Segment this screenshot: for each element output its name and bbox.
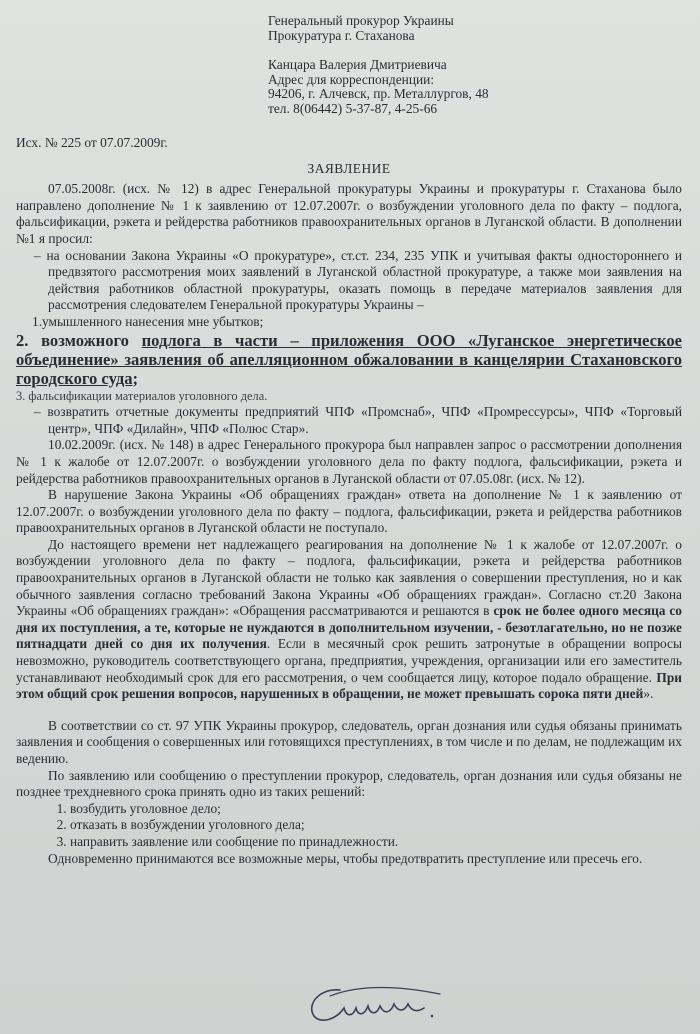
request-item-2-suffix: ;: [132, 368, 139, 388]
paragraph-5: В соответствии со ст. 97 УПК Украины прокурор, следователь, орган дознания или судья обязаны принимать заявления и сообщения о совершенных или готовящихся преступлениях, в том числе и по делам, не подлежащим их ведению.: [16, 717, 682, 766]
request-item-2-prefix: 2. возможного: [16, 330, 142, 350]
address-label: Адрес для корреспонденции:: [268, 71, 435, 87]
recipient-line-1: Генеральный прокурор Украины: [268, 13, 454, 28]
request-item-2: [16, 331, 682, 388]
sender-phone: тел. 8(06442) 5-37-87, 4-25-66: [268, 100, 438, 116]
decision-list: [16, 801, 682, 851]
paragraph-4-bold-term: срок не более одного месяца со дня их поступления, а те, которые не нуждаются в дополнительном изучении, - безотлагательно, но не позже пятнадцати дней со дня их получения: [16, 603, 682, 652]
list-item: 1. возбудить уголовное дело;: [70, 801, 682, 818]
bullet-2: – возвратить отчетные документы предприятий ЧПФ «Промснаб», ЧПФ «Промрессурсы», ЧПФ «Торговый центр», ЧПФ «Дилайн», ЧПФ «Полюс Стар».: [34, 404, 682, 436]
bullet-1: – на основании Закона Украины «О прокуратуре», ст.ст. 234, 235 УПК и учитывая факты одностороннего и предвзятого рассмотрения моих заявлений в Луганской областной прокуратуре, а также мои заявления на действия работников областной прокуратуры, оказать помощь в передаче материалов заявления для рассмотрения следователем Генеральной прокуратуры Украины –: [34, 247, 682, 313]
signature: [300, 982, 460, 1026]
address-block: [268, 14, 682, 116]
document-title: ЗАЯВЛЕНИЕ: [307, 160, 391, 176]
paragraph-6: По заявлению или сообщению о преступлении прокурор, следователь, орган дознания или судья обязаны не позднее трехдневного срока принять одно из таких решений:: [16, 767, 682, 800]
paragraph-4-bold-limit: При этом общий срок решения вопросов, нарушенных в обращении, не может превышать сорока пяти дней: [16, 669, 682, 702]
paragraph-2: 10.02.2009г. (исх. № 148) в адрес Генерального прокурора был направлен запрос о рассмотрении дополнения № 1 к жалобе от 12.07.2007г. о возбуждении уголовного дела по факту подлога, фальсификации, рэкета и рейдерства работников правоохранительных органов в Луганской области от 07.05.08г. (исх. № 12).: [16, 437, 682, 486]
list-item: 3. направить заявление или сообщение по принадлежности.: [70, 834, 682, 851]
sender-address: 94206, г. Алчевск, пр. Металлургов, 48: [268, 86, 489, 101]
paragraph-4-part-a: До настоящего времени нет надлежащего реагирования на дополнение № 1 к жалобе от 12.07.2007г. о возбуждении уголовного дела по факту – подлога, фальсификации, рэкета и рейдерства работников правоохранительных органов в Луганской области не только как заявления о совершении преступления, но и как обычного заявления согласно требований Закона Украины «Об обращениях граждан». Согласно ст.20 Закона Украины «Об обращениях граждан»: «Обращения рассматриваются и решаются в: [16, 536, 682, 619]
request-item-3: 3. фальсификации материалов уголовного дела.: [16, 388, 268, 403]
request-item-2-underlined: подлога в части – приложения ООО «Луганское энергетическое объединение» заявления об апелляционном обжаловании в канцелярии Стахановского городского суда: [16, 330, 682, 388]
paragraph-1: 07.05.2008г. (исх. № 12) в адрес Генеральной прокуратуры Украины и прокуратуры г. Стаханова было направлено дополнение № 1 к заявлению от 12.07.2007г. о возбуждении уголовного дела по факту – подлога, фальсификации, рэкета и рейдерства работников правоохранительных органов в Луганской области. В дополнении №1 я просил:: [16, 181, 682, 246]
paragraph-3: В нарушение Закона Украины «Об обращениях граждан» ответа на дополнение № 1 к заявлению от 12.07.2007г. о возбуждении уголовного дела по факту – подлога, фальсификации, рэкета и рейдерства работников правоохранительных органов в Луганской области не поступало.: [16, 487, 682, 536]
paragraph-4-part-e: ».: [643, 686, 654, 702]
sender-name: Канцара Валерия Дмитриевича: [268, 57, 447, 72]
paragraph-4-part-c: . Если в месячный срок решить затронутые в обращении вопросы невозможно, руководитель соответствующего органа, предприятия, учреждения, организации или его заместитель устанавливают необходимый срок для его рассмотрения, о чем сообщается лицу, которое подало обращение.: [16, 636, 682, 685]
paragraph-7: Одновременно принимаются все возможные меры, чтобы предотвратить преступление или пресечь его.: [48, 850, 643, 866]
list-item: 2. отказать в возбуждении уголовного дела;: [70, 817, 682, 834]
request-item-1: 1.умышленного нанесения мне убытков;: [32, 313, 264, 329]
outgoing-number: Исх. № 225 от 07.07.2009г.: [16, 135, 168, 150]
recipient-line-2: Прокуратура г. Стаханова: [268, 27, 415, 43]
paragraph-4: [16, 537, 682, 703]
